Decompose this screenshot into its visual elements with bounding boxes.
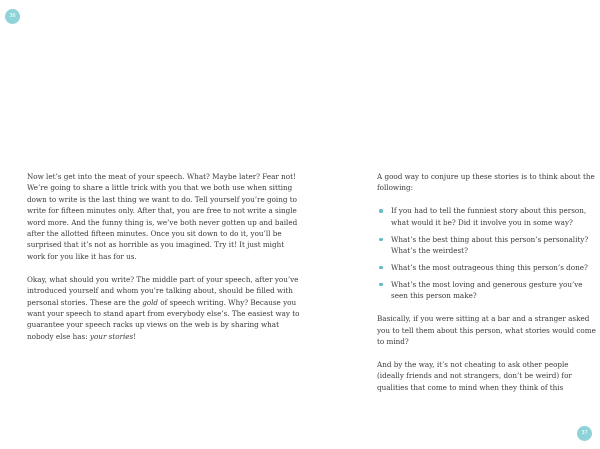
right-paragraph-2: Basically, if you were sitting at a bar and a stranger asked you to tell them about this person, what stories would come to mind? — [377, 314, 596, 346]
left-paragraph-2 — [27, 274, 302, 342]
question-text: What’s the most loving and generous gesture you’ve seen this person make? — [391, 279, 583, 301]
question-item — [377, 279, 597, 302]
right-paragraph-3: And by the way, it’s not cheating to ask other people (ideally friends and not strangers, don’t be weird) for qualities that come to mind when they think of this — [377, 359, 572, 392]
question-text: What’s the best thing about this person’s personality? What’s the weirdest? — [391, 234, 589, 256]
question-list — [377, 205, 597, 301]
page-number-left: 36 — [5, 9, 20, 24]
left-paragraph-2-part-3: ! — [133, 331, 137, 341]
bullet-dot-icon — [379, 283, 383, 287]
bullet-dot-icon — [379, 209, 383, 213]
question-item — [377, 205, 597, 228]
right-page-text — [377, 171, 597, 405]
left-paragraph-2-part-2: of speech writing. Why? Because you want your speech to stand apart from everybody else’s. The easiest way to guarantee your speech racks up views on the web is by sharing what nobody else has: — [27, 297, 300, 341]
left-page-text — [27, 171, 302, 354]
emphasis-gold: gold — [142, 297, 159, 307]
left-paragraph-1: Now let’s get into the meat of your speech. What? Maybe later? Fear not! We’re going to share a little trick with you that we both use when sitting down to write is the last thing we want to do. Tell yourself you’re going to write for fifteen minutes only. After that, you are free to not write a single word more. And the funny thing is, we’ve both never gotten up and bailed after the allotted fifteen minutes. Once you sit down to do it, you’ll be surprised that it’s not as horrible as you imagined. Try it! It just might work for you like it has for us. — [27, 172, 298, 261]
bullet-dot-icon — [379, 266, 383, 270]
emphasis-your-stories: your stories — [89, 331, 134, 341]
bullet-dot-icon — [379, 238, 383, 242]
question-text: What’s the most outrageous thing this person’s done? — [391, 262, 588, 272]
question-text: If you had to tell the funniest story about this person, what would it be? Did it involve you in some way? — [391, 206, 587, 227]
question-item — [377, 234, 597, 257]
left-paragraph-2-part-1: Okay, what should you write? The middle part of your speech, after you’ve introduced yourself and whom you’re talking about, should be filled with personal stories. These are the — [27, 274, 299, 307]
page-number-right: 37 — [577, 426, 592, 441]
right-intro: A good way to conjure up these stories is to think about the following: — [377, 172, 595, 193]
question-item — [377, 262, 597, 273]
